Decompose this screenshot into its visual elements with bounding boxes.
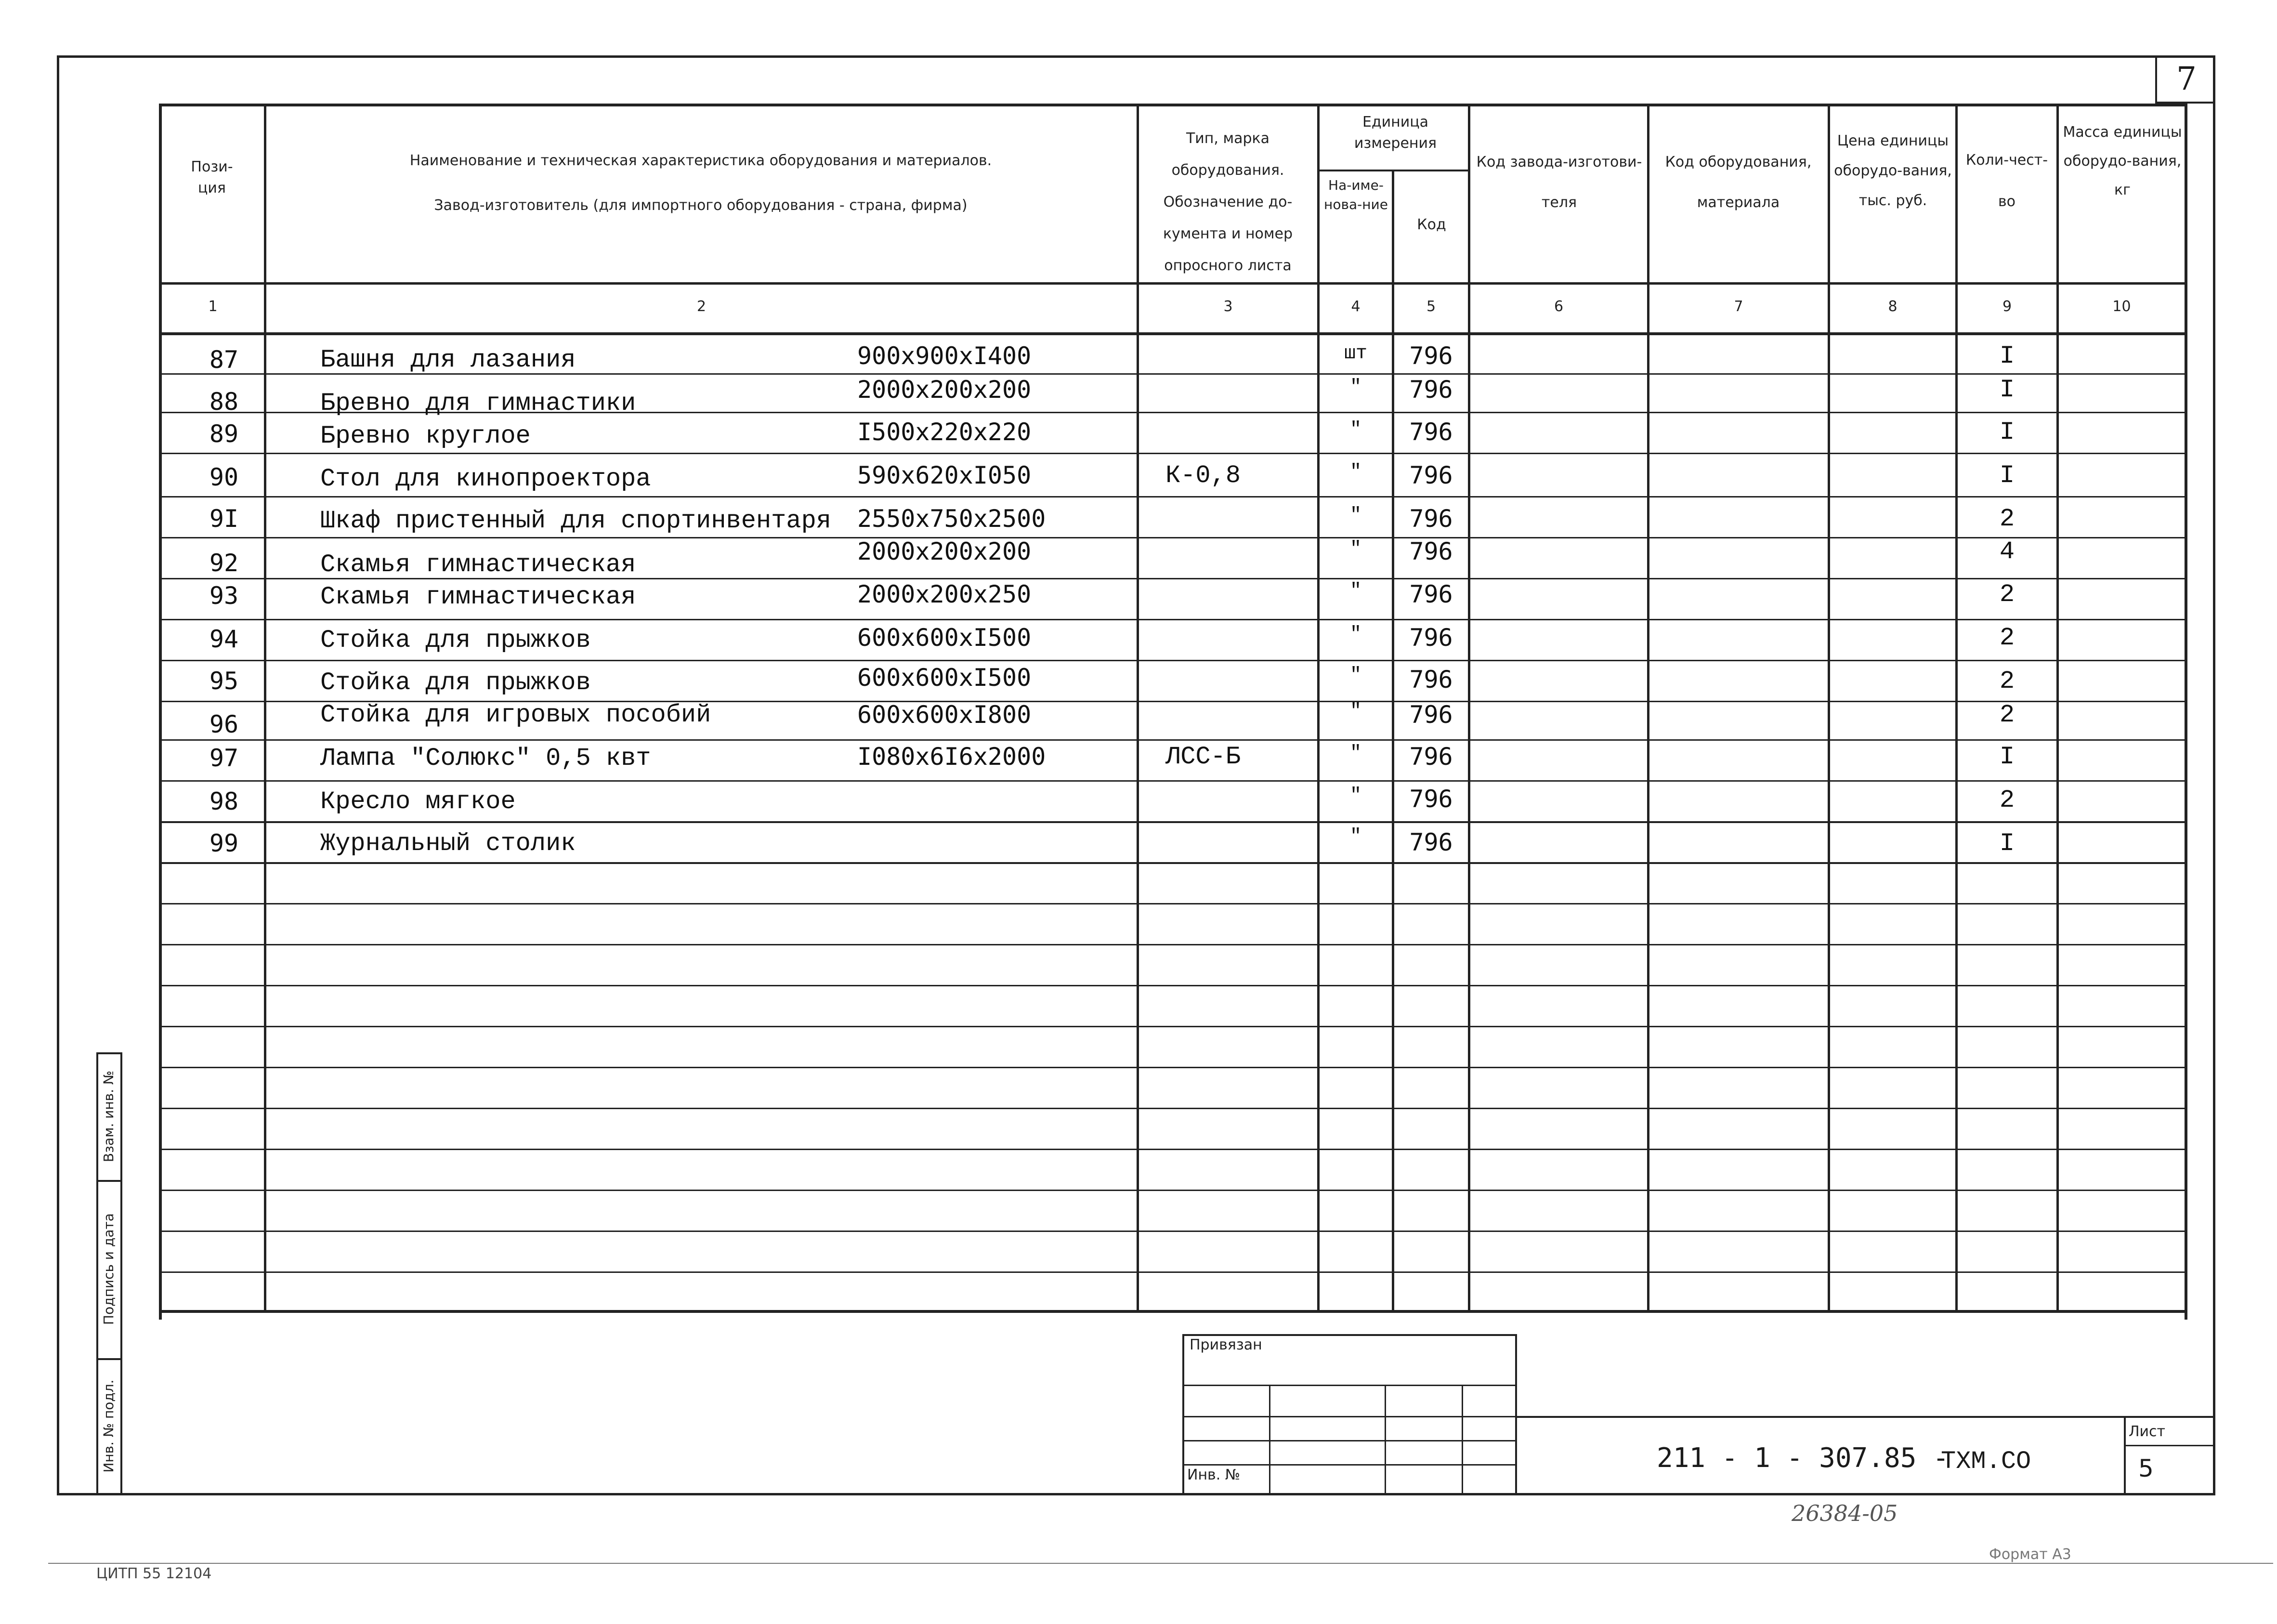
row-quantity: I: [1999, 342, 2015, 370]
colnum-1: 1: [208, 298, 218, 315]
row-item-name: Стойка для прыжков: [320, 668, 591, 697]
privyazan-col1: [1269, 1385, 1270, 1495]
row-dimensions: 2000x200x200: [857, 376, 1032, 404]
table-bottom-border: [159, 1310, 2187, 1313]
doc-code: 211 - 1 - 307.85 -: [1657, 1442, 1949, 1474]
col4-header: На-име-нова-ние: [1324, 177, 1388, 212]
row-unit: ": [1349, 538, 1361, 560]
frame-right: [2213, 55, 2215, 1495]
col5-header: Код: [1417, 216, 1446, 233]
row-unit: ": [1349, 665, 1361, 686]
row-quantity: I: [1999, 461, 2015, 490]
row-line: [159, 1026, 2187, 1027]
privyazan-row4: [1182, 1464, 1517, 1466]
colnum-2: 2: [696, 298, 707, 315]
row-unit-code: 796: [1409, 666, 1453, 694]
row-unit: ": [1349, 461, 1361, 483]
col-sep-5: [1468, 104, 1470, 1312]
row-unit-code: 796: [1409, 624, 1453, 652]
side-stamp-inv: Инв. № подл.: [101, 1379, 117, 1473]
col-sep-2: [1137, 104, 1139, 1312]
row-unit-code: 796: [1409, 580, 1453, 608]
col10-header: Масса единицы оборудо-вания, кг: [2063, 124, 2182, 198]
row-line: [159, 739, 2187, 741]
row-position: 92: [209, 549, 239, 577]
privyazan-row2: [1182, 1416, 1517, 1417]
row-position: 87: [209, 346, 239, 374]
col-sep-1: [264, 104, 266, 1312]
row-item-name: Журнальный столик: [320, 829, 576, 858]
frame-bottom: [57, 1493, 2215, 1495]
col2-header-line2: Завод-изготовитель (для импортного оборудования - страна, фирма): [434, 197, 968, 214]
col6-header: Код завода-изготови-теля: [1476, 154, 1642, 211]
colnum-8: 8: [1888, 298, 1898, 315]
row-unit-code: 796: [1409, 418, 1453, 446]
row-position: 98: [209, 787, 239, 815]
footer-rule: [48, 1563, 2273, 1564]
row-item-name: Бревно для гимнастики: [320, 389, 636, 418]
row-line: [159, 903, 2187, 904]
sheet-corner-number: 7: [2176, 60, 2197, 97]
row-line: [159, 1067, 2187, 1068]
col1-header: Пози- ция: [191, 158, 233, 196]
row-quantity: I: [1999, 376, 2015, 404]
row-position: 96: [209, 710, 239, 738]
table-left-border: [159, 104, 162, 1320]
row-line: [159, 1190, 2187, 1191]
row-line: [159, 985, 2187, 986]
title-block-top-line: [1517, 1416, 2215, 1418]
col3-header: Тип, марка оборудования. Обозначение до-кумента и номер опросного листа: [1163, 130, 1293, 274]
privyazan-right: [1515, 1334, 1517, 1495]
row-item-name: Башня для лазания: [320, 346, 576, 374]
col-sep-4: [1392, 170, 1394, 1312]
row-unit-code: 796: [1409, 785, 1453, 813]
row-unit-code: 796: [1409, 461, 1453, 489]
row-unit-code: 796: [1409, 505, 1453, 533]
colnum-bottom-line: [159, 332, 2187, 335]
row-position: 94: [209, 625, 239, 653]
privyazan-row1: [1182, 1385, 1517, 1386]
colnum-7: 7: [1734, 298, 1743, 315]
row-quantity: I: [1999, 418, 2015, 446]
header-bottom-line: [159, 282, 2187, 285]
col2-header-line1: Наименование и техническая характеристика оборудования и материалов.: [409, 152, 992, 169]
row-item-name: Стол для кинопроектора: [320, 465, 651, 493]
row-unit: ": [1349, 377, 1361, 398]
side-stamp-vzam: Взам. инв. №: [101, 1070, 117, 1163]
row-type-mark: ЛСС-Б: [1165, 743, 1241, 771]
row-unit: ": [1349, 624, 1361, 645]
row-line: [159, 496, 2187, 498]
row-item-name: Стойка для прыжков: [320, 626, 591, 655]
row-type-mark: К-0,8: [1165, 461, 1241, 490]
row-quantity: 2: [1999, 667, 2015, 695]
row-unit: ": [1349, 743, 1361, 764]
row-unit: ": [1349, 826, 1361, 848]
row-quantity: I: [1999, 743, 2015, 771]
row-dimensions: 600x600xI500: [857, 624, 1032, 652]
privyazan-label: Привязан: [1190, 1336, 1262, 1353]
table-top-border: [159, 104, 2187, 106]
table-right-border: [2185, 104, 2187, 1320]
side-stamp-podpis: Подпись и дата: [101, 1213, 117, 1325]
row-line: [159, 1231, 2187, 1232]
row-dimensions: 590x620xI050: [857, 461, 1032, 489]
col-sep-9: [2056, 104, 2059, 1312]
row-unit: ": [1349, 419, 1361, 441]
colnum-9: 9: [2002, 298, 2012, 315]
row-unit: ": [1349, 580, 1361, 602]
side-stamp-div2: [96, 1358, 122, 1360]
row-unit: шт: [1344, 343, 1367, 365]
col8-header: Цена единицы оборудо-вания, тыс. руб.: [1834, 132, 1952, 209]
col-sep-6: [1647, 104, 1649, 1312]
row-dimensions: 2550x750x2500: [857, 505, 1046, 533]
row-unit-code: 796: [1409, 537, 1453, 565]
row-line: [159, 780, 2187, 782]
colnum-10: 10: [2112, 298, 2131, 315]
row-dimensions: I500x220x220: [857, 418, 1032, 446]
row-line: [159, 1108, 2187, 1109]
privyazan-row3: [1182, 1440, 1517, 1441]
privyazan-col3: [1462, 1385, 1463, 1495]
row-position: 93: [209, 582, 239, 610]
row-position: 99: [209, 829, 239, 857]
corner-box-left: [2155, 55, 2157, 104]
row-unit: ": [1349, 701, 1361, 722]
row-line: [159, 453, 2187, 454]
row-line: [159, 660, 2187, 661]
row-quantity: 2: [1999, 786, 2015, 814]
row-item-name: Бревно круглое: [320, 422, 531, 450]
sheet-box-mid: [2124, 1445, 2215, 1446]
side-stamp-div1: [96, 1180, 122, 1182]
row-item-name: Скамья гимнастическая: [320, 583, 636, 611]
sheet-box-left: [2124, 1416, 2126, 1495]
row-unit-code: 796: [1409, 828, 1453, 856]
row-item-name: Лампа "Солюкс" 0,5 квт: [320, 744, 651, 773]
row-line: [159, 821, 2187, 823]
row-dimensions: 900x900xI400: [857, 342, 1032, 370]
row-quantity: 2: [1999, 580, 2015, 609]
row-unit-code: 796: [1409, 701, 1453, 729]
privyazan-col2: [1385, 1385, 1386, 1495]
row-item-name: Стойка для игровых пособий: [320, 701, 711, 729]
inv-no-label: Инв. №: [1187, 1467, 1241, 1483]
frame-top: [57, 55, 2215, 58]
row-line: [159, 537, 2187, 538]
col7-header: Код оборудования, материала: [1665, 154, 1812, 211]
row-position: 97: [209, 744, 239, 772]
row-line: [159, 619, 2187, 620]
row-position: 90: [209, 463, 239, 491]
colnum-4: 4: [1351, 298, 1361, 315]
row-position: 89: [209, 420, 239, 448]
row-quantity: 2: [1999, 701, 2015, 729]
row-quantity: I: [1999, 829, 2015, 858]
row-position: 88: [209, 388, 239, 416]
row-line: [159, 944, 2187, 945]
row-dimensions: I080x6I6x2000: [857, 743, 1046, 771]
unit-group-header: Единица измерения: [1354, 114, 1437, 152]
handwritten-number: 26384-05: [1792, 1500, 1898, 1526]
row-item-name: Шкаф пристенный для спортинвентаря: [320, 507, 831, 535]
row-unit: ": [1349, 785, 1361, 807]
row-dimensions: 600x600xI800: [857, 701, 1032, 729]
side-stamp-left: [96, 1052, 98, 1495]
row-unit-code: 796: [1409, 376, 1453, 404]
row-quantity: 2: [1999, 624, 2015, 652]
colnum-6: 6: [1554, 298, 1564, 315]
col9-header: Коли-чест-во: [1965, 152, 2048, 210]
row-unit: ": [1349, 505, 1361, 526]
row-dimensions: 2000x200x200: [857, 537, 1032, 565]
row-item-name: Скамья гимнастическая: [320, 550, 636, 579]
row-dimensions: 2000x200x250: [857, 580, 1032, 608]
colnum-3: 3: [1223, 298, 1233, 315]
col-sep-7: [1828, 104, 1830, 1312]
sheet-number: 5: [2138, 1454, 2154, 1482]
frame-left: [57, 55, 59, 1495]
row-quantity: 2: [1999, 505, 2015, 533]
doc-suffix: ТХМ.СО: [1941, 1447, 2031, 1476]
sheet-label: Лист: [2129, 1423, 2166, 1440]
row-quantity: 4: [1999, 537, 2015, 566]
privyazan-top: [1182, 1334, 1517, 1336]
side-stamp-top: [96, 1052, 122, 1054]
side-stamp-right: [120, 1052, 122, 1495]
row-position: 9I: [209, 505, 239, 533]
format-label: Формат А3: [1989, 1546, 2071, 1563]
colnum-5: 5: [1426, 298, 1436, 315]
row-line: [159, 1149, 2187, 1150]
row-item-name: Кресло мягкое: [320, 787, 516, 816]
row-line: [159, 862, 2187, 864]
row-line: [159, 1271, 2187, 1273]
row-dimensions: 600x600xI500: [857, 664, 1032, 692]
row-position: 95: [209, 667, 239, 695]
row-unit-code: 796: [1409, 743, 1453, 771]
printer-label: ЦИТП 55 12104: [96, 1565, 212, 1582]
row-unit-code: 796: [1409, 342, 1453, 370]
privyazan-left: [1182, 1334, 1184, 1495]
